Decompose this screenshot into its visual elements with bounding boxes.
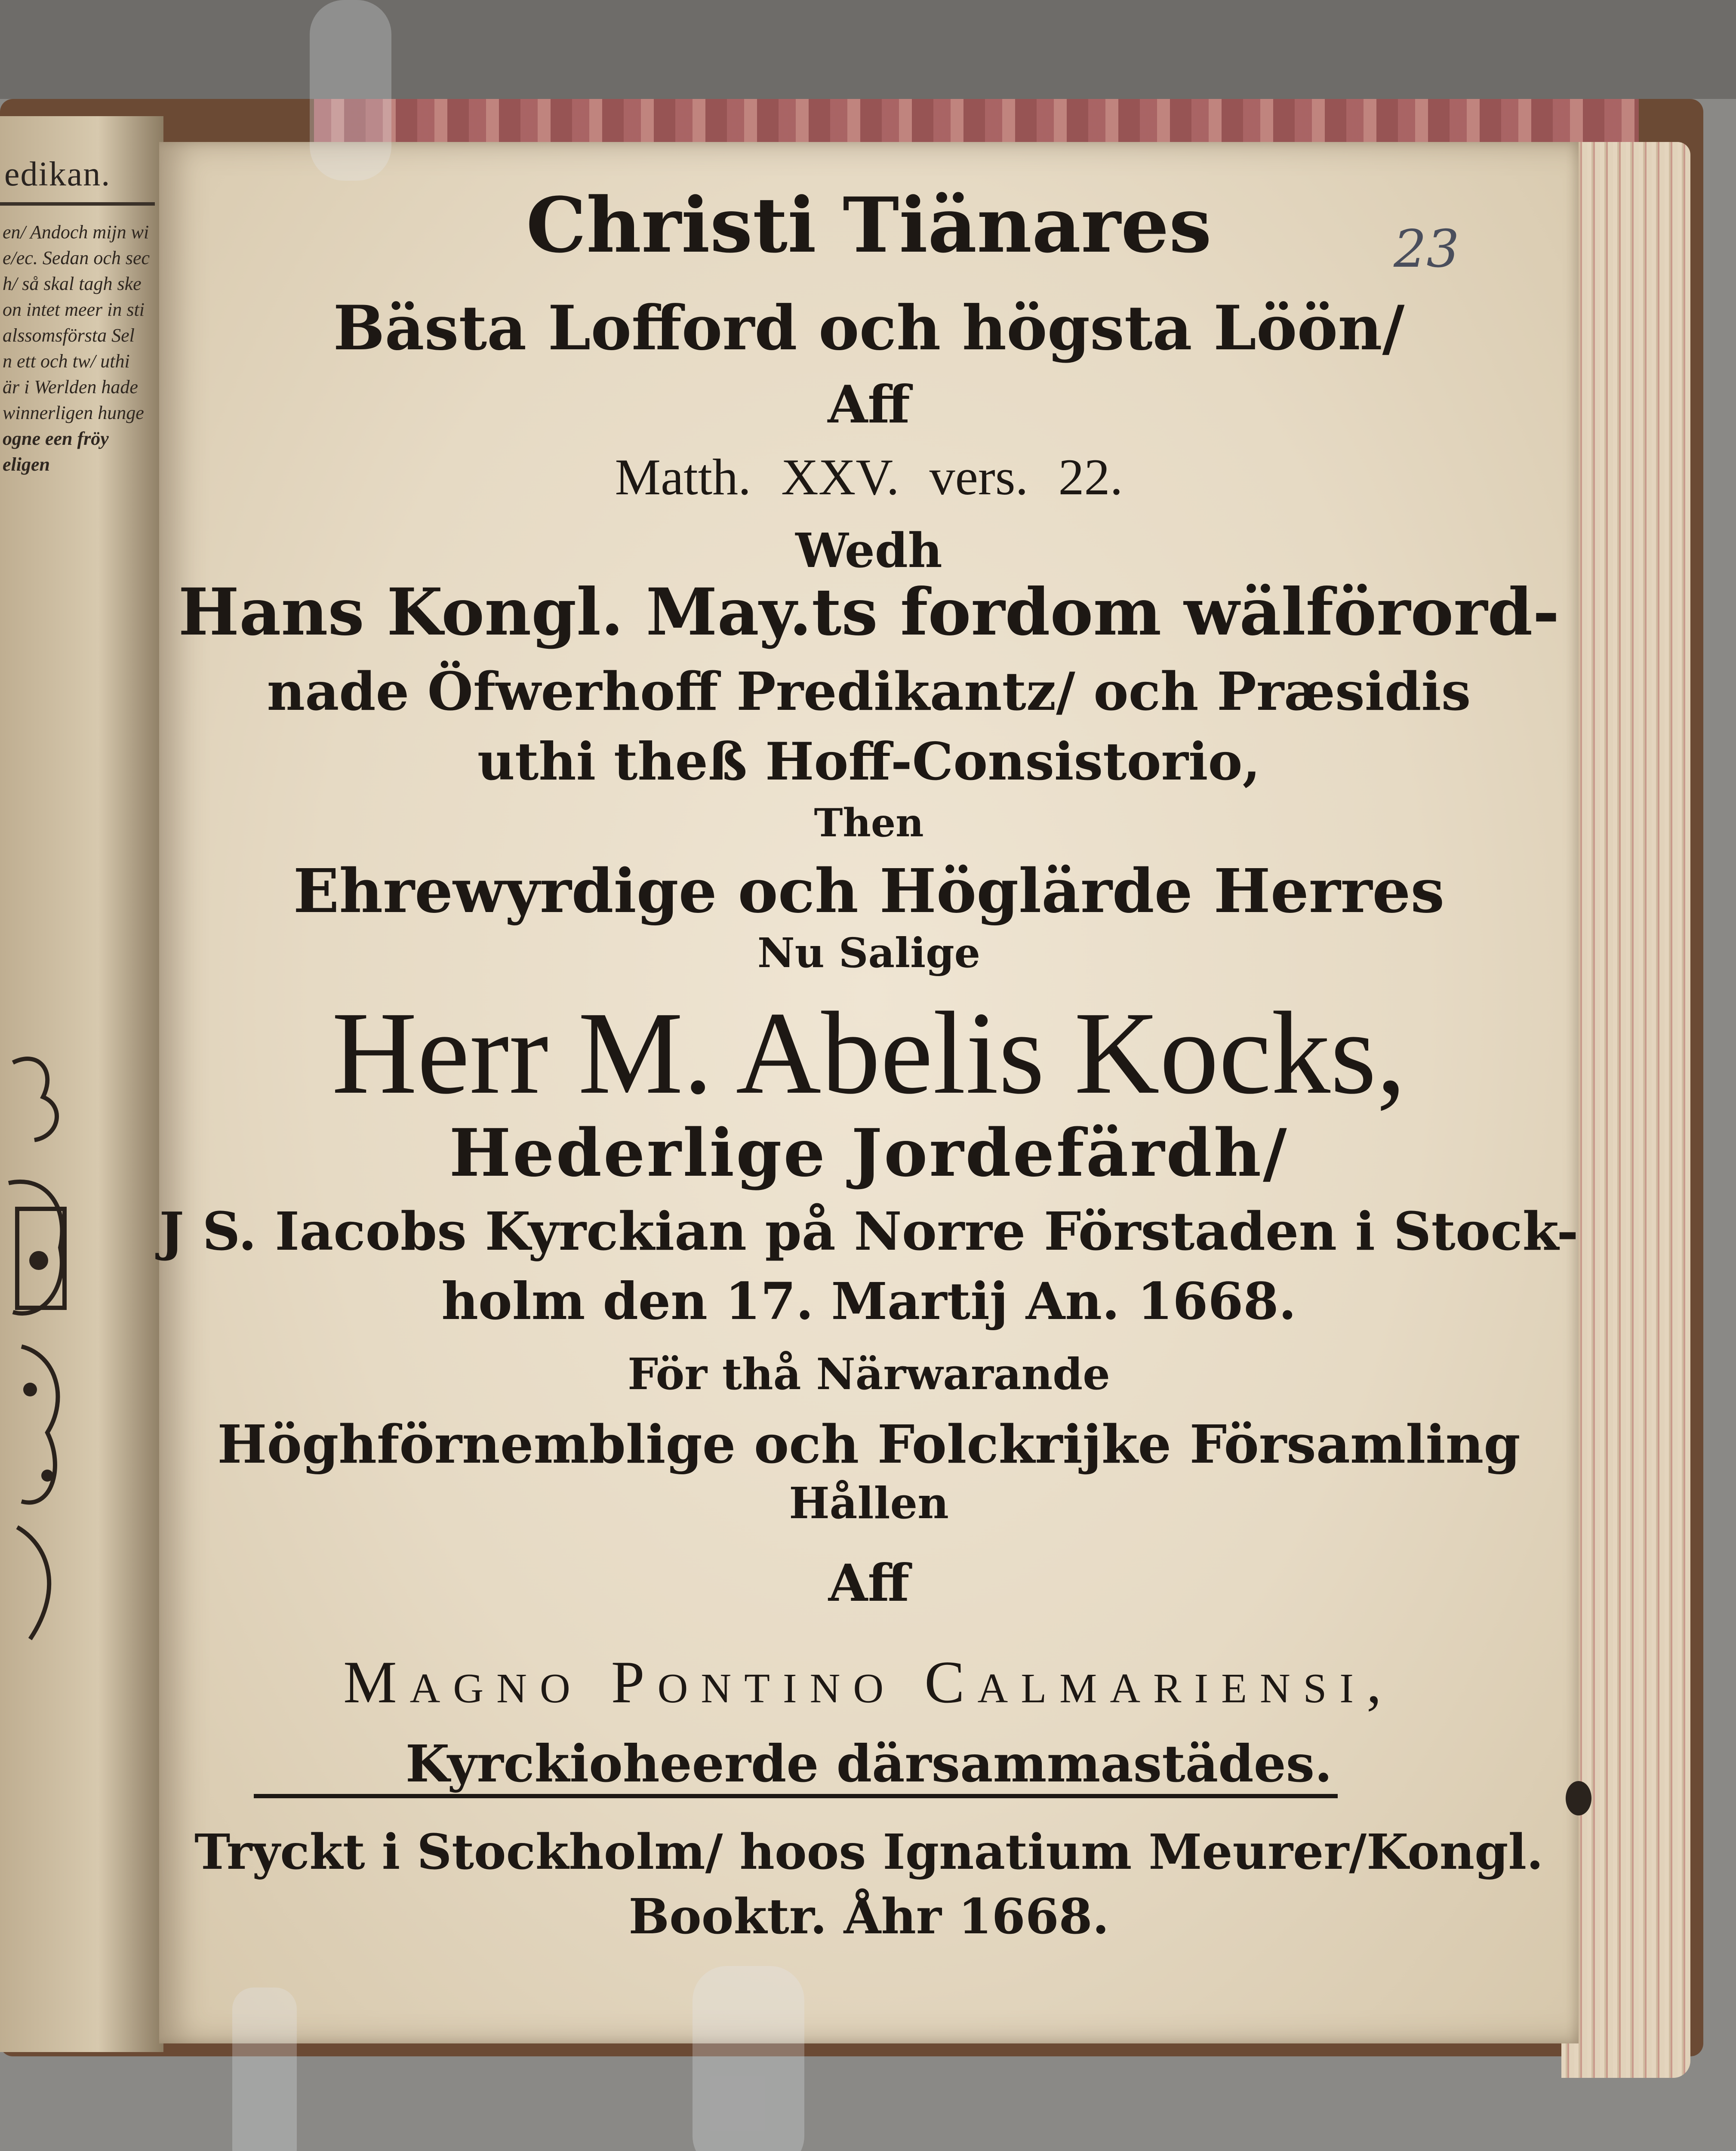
- title-line-14: J S. Iacobs Kyrckian på Norre Förstaden i Stock-: [159, 1200, 1579, 1262]
- ink-blot: [1566, 1781, 1591, 1815]
- imprint-line-1: Tryckt i Stockholm/ hoos Ignatium Meurer/Kongl.: [194, 1824, 1544, 1880]
- left-page-line: e/ec. Sedan och sec: [3, 247, 150, 268]
- left-page-line: on intet meer in sti: [3, 299, 145, 320]
- title-line-8: uthi theß Hoff-Consistorio,: [477, 731, 1261, 792]
- title-line-7: nade Öfwerhoff Predikantz/ och Præsidis: [267, 660, 1471, 722]
- author-name: Magno Pontino Calmariensi,: [343, 1649, 1394, 1716]
- title-line-10: Ehrewyrdige och Höglärde Herres: [293, 856, 1445, 927]
- title-line-5: Wedh: [795, 523, 942, 578]
- title-line-2: Bästa Lofford och högsta Löön/: [333, 293, 1405, 364]
- title-line-3: Aff: [828, 374, 910, 435]
- left-page-line: h/ så skal tagh ske: [3, 273, 142, 294]
- scan-backdrop-top: [0, 0, 1736, 99]
- left-page-header: edikan.: [4, 155, 111, 193]
- scripture-reference: Matth. XXV. vers. 22.: [615, 448, 1123, 505]
- left-page-line: winnerligen hunge: [3, 402, 144, 423]
- mylar-strip-top: [310, 0, 391, 181]
- left-page-line: n ett och tw/ uthi: [3, 351, 130, 372]
- title-line-17: Höghförnemblige och Folckrijke Församling: [217, 1413, 1521, 1475]
- title-line-16: För thå Närwarande: [628, 1349, 1110, 1399]
- left-page-line: alssomsförsta Sel: [3, 325, 135, 346]
- title-line-6: Hans Kongl. May.ts fordom wälförord-: [178, 574, 1560, 650]
- imprint-line-2: Booktr. Åhr 1668.: [628, 1889, 1109, 1945]
- title-line-19: Aff: [828, 1553, 910, 1613]
- left-page: [0, 116, 163, 2052]
- mylar-strip-bottom: [693, 1966, 804, 2151]
- left-page-line: är i Werlden hade: [3, 376, 138, 398]
- author-title: Kyrckioheerde därsammastädes.: [405, 1734, 1333, 1794]
- title-line-13: Hederlige Jordefärdh/: [449, 1114, 1289, 1191]
- left-page-line: en/ Andoch mijn wi: [3, 222, 149, 243]
- mylar-strip-mid: [232, 1988, 297, 2151]
- title-line-1: Christi Tiänares: [526, 181, 1212, 270]
- title-line-15: holm den 17. Martij An. 1668.: [441, 1271, 1296, 1331]
- woodcut-ornament-icon: [4, 1045, 73, 1669]
- folio-number: 23: [1394, 219, 1459, 279]
- title-line-9: Then: [814, 800, 924, 846]
- left-page-rule: [0, 202, 155, 206]
- left-page-line: eligen: [3, 454, 50, 475]
- deceased-name: Herr M. Abelis Kocks,: [332, 988, 1406, 1119]
- title-line-18: Hållen: [789, 1478, 949, 1529]
- left-page-line: ogne een fröy: [3, 428, 109, 449]
- title-line-11: Nu Salige: [757, 929, 981, 977]
- imprint-rule: [254, 1794, 1338, 1798]
- left-page-text: [3, 219, 162, 478]
